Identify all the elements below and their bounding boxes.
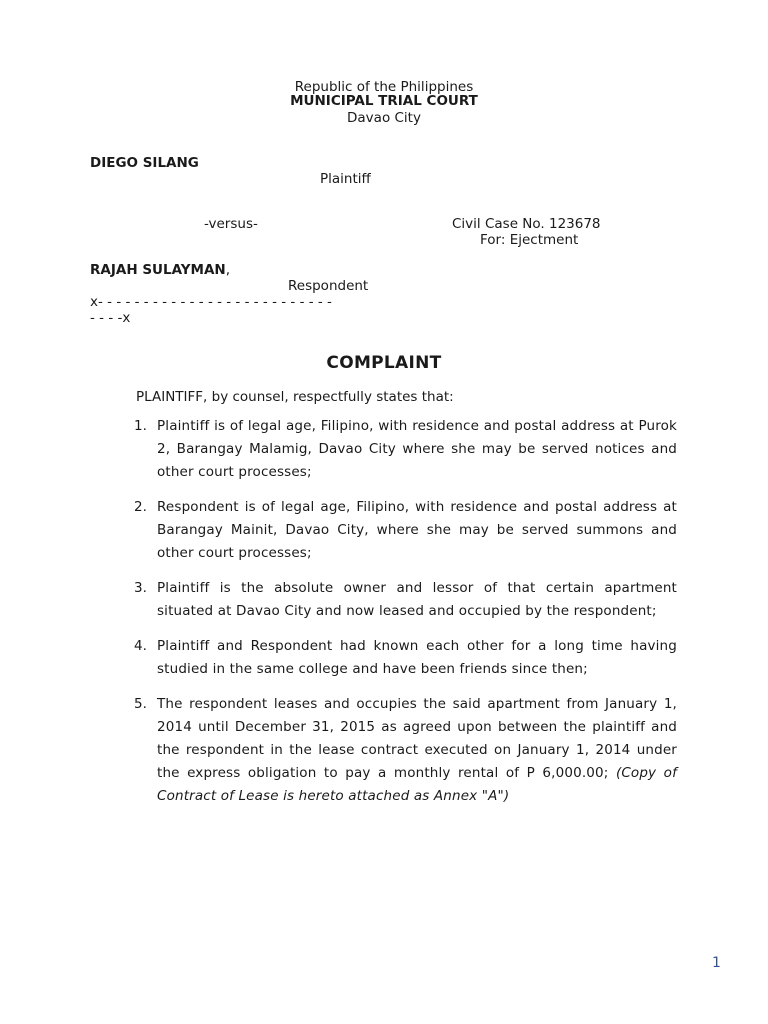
- item-number: 3.: [134, 580, 147, 596]
- item-number: 1.: [134, 418, 147, 434]
- document-title: COMPLAINT: [326, 353, 442, 373]
- item-number: 5.: [134, 696, 147, 712]
- list-item: [134, 496, 677, 565]
- case-number: Civil Case No. 123678: [452, 216, 601, 232]
- item-text: Plaintiff is the absolute owner and lessor of that certain apartment situated at Davao City and now leased and occupied by the respondent;: [157, 580, 677, 619]
- item-text: The respondent leases and occupies the said apartment from January 1, 2014 until December 31, 2015 as agreed upon between the plaintiff and the respondent in the lease contract executed on January 1, 2014 under the express obligation to pay a monthly rental of P 6,000.00;: [157, 696, 677, 781]
- intro-paragraph: PLAINTIFF, by counsel, respectfully states that:: [136, 389, 454, 405]
- item-text: Respondent is of legal age, Filipino, with residence and postal address at Barangay Mainit, Davao City, where she may be served summons and other court processes;: [157, 499, 677, 561]
- respondent-name-line: [90, 262, 230, 278]
- caption-separator-line2: - - - -x: [90, 310, 131, 326]
- list-item: [134, 693, 677, 808]
- allegations-list: [134, 415, 677, 820]
- versus-label: -versus-: [204, 216, 258, 232]
- item-number: 4.: [134, 638, 147, 654]
- header-republic: Republic of the Philippines: [294, 79, 474, 95]
- page-number: 1: [712, 955, 721, 971]
- header-court: MUNICIPAL TRIAL COURT: [290, 93, 478, 109]
- annex-reference: (Copy of Contract of Lease is hereto attached as Annex "A"): [157, 765, 677, 804]
- plaintiff-label: Plaintiff: [320, 171, 371, 187]
- header-city: Davao City: [347, 110, 421, 126]
- list-item: [134, 415, 677, 484]
- caption-separator-line1: x- - - - - - - - - - - - - - - - - - - - - - - - - -: [90, 294, 332, 310]
- item-number: 2.: [134, 499, 147, 515]
- list-item: [134, 577, 677, 623]
- plaintiff-name: DIEGO SILANG: [90, 155, 199, 171]
- item-text: Plaintiff is of legal age, Filipino, with residence and postal address at Purok 2, Barangay Malamig, Davao City where she may be served notices and other court processes;: [157, 418, 677, 480]
- respondent-label: Respondent: [288, 278, 369, 294]
- case-nature: For: Ejectment: [480, 232, 579, 248]
- list-item: [134, 635, 677, 681]
- respondent-name: RAJAH SULAYMAN: [90, 262, 226, 278]
- respondent-comma: ,: [225, 262, 231, 278]
- item-text-container: [157, 693, 677, 808]
- item-text: Plaintiff and Respondent had known each other for a long time having studied in the same college and have been friends since then;: [157, 638, 677, 677]
